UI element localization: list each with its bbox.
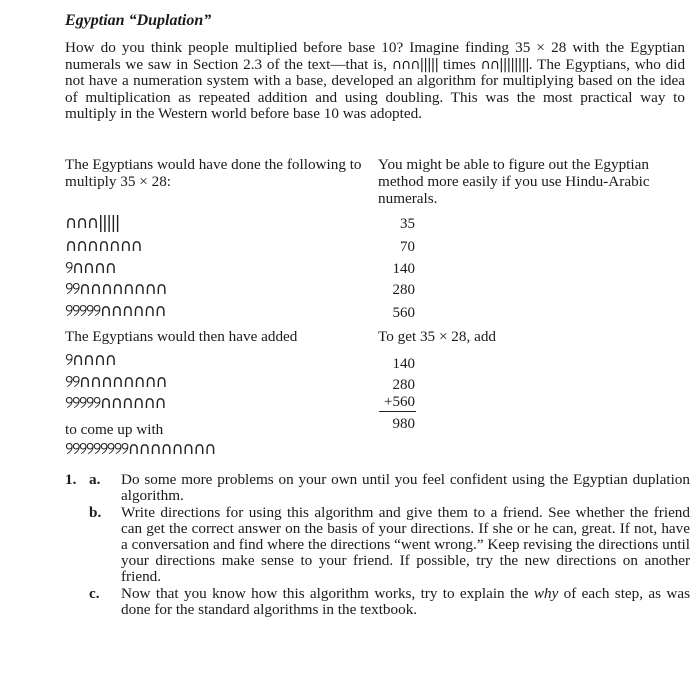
left-heading: The Egyptians would have done the following to multiply 35 × 28: [65,156,362,190]
egyptian-row-560: ୨୨୨୨୨∩∩∩∩∩∩ [65,301,166,321]
egyptian-row-35: ∩∩∩||||| [65,213,119,233]
problem-list [65,472,690,619]
intro-text-3: . The Egyptians, who did not have a numeration system with a base, developed an algorithm for multiplying based on the idea of multiplication as repeated addition and using doubling. This was the most practical way to multiply in the Western world before base 10 was adopted. [65,55,686,122]
egyptian-added-280: ୨୨∩∩∩∩∩∩∩∩ [65,372,167,392]
intro-text-1: How do you think people multiplied before base 10? Imagine finding 35 × 28 with the Egyptian numerals we saw in Section 2.3 of the text—that is, [65,39,685,73]
problem-text: Do some more problems on your own until you feel confident using the Egyptian duplation algorithm. [121,471,690,504]
problem-text: Write directions for using this algorithm and give them to a friend. See whether the friend can get the correct answer on the basis of your directions. If she or he can, great. If not, have a conversation and find where the directions “went wrong.” Keep revising the directions until your directions make sense to your friend. If possible, try the new directions on another friend. [121,504,690,585]
problem-text-emphasis: why [533,585,559,602]
problem-letter: a. [89,471,101,488]
problem-letter: b. [89,504,102,521]
value-added-560: +560 [384,394,415,410]
right-heading: You might be able to figure out the Egyptian method more easily if you use Hindu-Arabic numerals. [378,156,650,207]
result-value: 980 [392,416,415,432]
egyptian-row-280: ୨୨∩∩∩∩∩∩∩∩ [65,279,167,299]
egyptian-added-140: ୨∩∩∩∩ [65,350,116,370]
egyptian-numeral-28: ∩∩|||||||| [480,56,529,73]
value-row-140: 140 [392,261,415,277]
egyptian-result: ୨୨୨୨୨୨୨୨୨∩∩∩∩∩∩∩∩ [65,439,216,459]
section-title: Egyptian “Duplation” [65,12,212,29]
problem-letter: c. [89,585,100,602]
egyptian-row-140: ୨∩∩∩∩ [65,258,116,278]
right-added-text: To get 35 × 28, add [378,328,497,345]
value-row-35: 35 [400,216,415,232]
come-up-with-text: to come up with [65,421,164,438]
egyptian-row-70: ∩∩∩∩∩∩∩ [65,236,142,256]
intro-text-2: times [442,55,476,73]
egyptian-added-560: ୨୨୨୨୨∩∩∩∩∩∩ [65,393,166,413]
problem-1a [65,472,690,504]
problem-text-before: Now that you know how this algorithm works, try to explain the [121,585,534,602]
value-row-70: 70 [400,239,415,255]
intro-paragraph [65,40,685,123]
sum-line [379,411,416,412]
problem-1c [65,586,690,618]
value-added-280: 280 [392,377,415,393]
value-row-560: 560 [392,305,415,321]
egyptian-numeral-35: ∩∩∩||||| [391,56,439,73]
value-added-140: 140 [392,356,415,372]
left-added-text: The Egyptians would then have added [65,328,298,345]
problem-number: 1. [65,471,77,488]
problem-1b [65,505,690,585]
value-row-280: 280 [392,282,415,298]
problem-text-after: of each step, as was done for the standard algorithms in the textbook. [121,585,690,618]
